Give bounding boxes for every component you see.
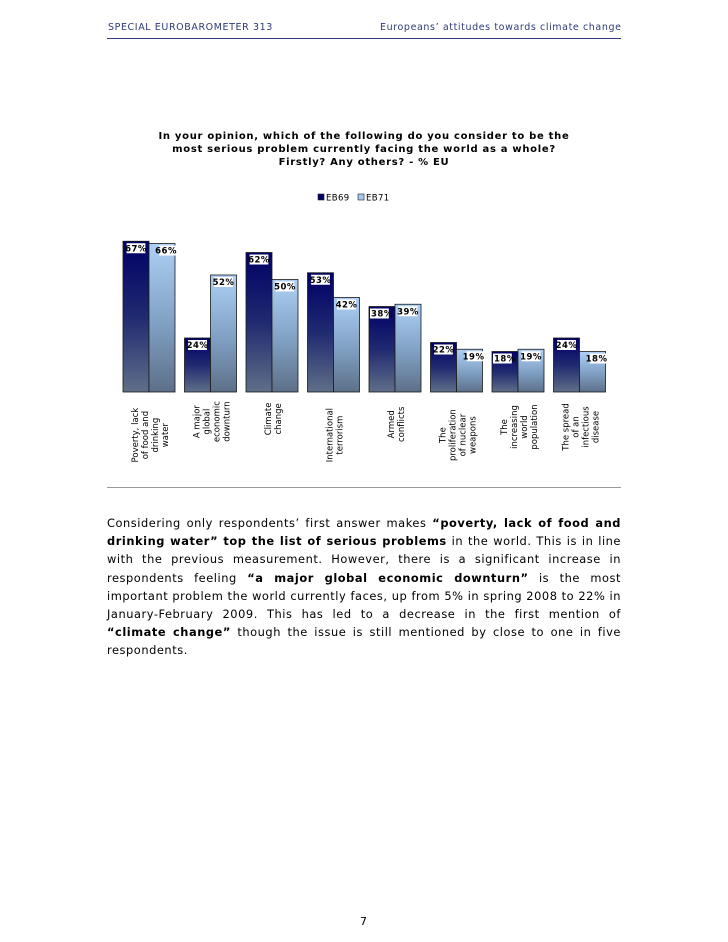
data-label-eb71: 52%: [212, 278, 235, 288]
data-label-eb71: 19%: [520, 352, 542, 363]
data-label-eb69: 18%: [494, 354, 516, 365]
bar-eb71: [272, 280, 298, 393]
x-tick-label-line: increasing: [510, 405, 520, 449]
x-tick-label: [387, 406, 407, 442]
x-tick-label-line: change: [274, 403, 284, 435]
body-text-2: in the world. This is in line with the previous measurement. However, there is a significant increase in respondents feeling: [107, 534, 621, 585]
x-tick-label-line: The spread: [561, 403, 572, 451]
data-label-eb69: 67%: [125, 244, 147, 255]
bar-eb69: [308, 273, 334, 392]
bar-eb71: [211, 275, 237, 392]
body-text-4: though the issue is still mentioned by close to one in five respondents.: [107, 625, 621, 658]
data-label-eb69: 53%: [309, 275, 332, 286]
x-tick-label-line: Climate: [264, 402, 274, 436]
chart-title-line: most serious problem currently facing the world as a whole?: [172, 144, 556, 155]
x-tick-label-line: world: [520, 415, 530, 439]
x-tick-label: [193, 401, 233, 442]
x-tick-label-line: downturn: [222, 401, 233, 442]
x-tick-label-line: proliferation: [448, 409, 459, 462]
x-tick-label-line: water: [161, 422, 171, 448]
x-tick-label-line: Armed: [387, 410, 397, 439]
header-left: SPECIAL EUROBAROMETER 313: [108, 22, 273, 33]
chart-title-line: Firstly? Any others? - % EU: [278, 157, 450, 168]
bar-eb71: [334, 298, 360, 393]
x-tick-label-line: economic: [212, 401, 223, 443]
data-label-eb71: 42%: [335, 300, 358, 311]
x-tick-label-line: drinking: [151, 417, 161, 453]
body-bold-2: “a major global economic downturn”: [247, 570, 529, 585]
x-tick-label-line: A major: [192, 405, 203, 439]
x-tick-label: [439, 409, 479, 461]
chart-title-line: In your opinion, which of the following do you consider to be the: [158, 131, 570, 142]
data-label-eb69: 24%: [555, 341, 578, 351]
body-text-3: is the most important problem the world currently faces, up from 5% in spring 2008 to 22% in January-February 2009. This has led to a decrease in the first mention of: [107, 570, 621, 622]
data-label-eb71: 39%: [397, 307, 419, 318]
bar-eb69: [246, 253, 272, 393]
data-label-eb71: 66%: [155, 246, 177, 257]
legend-label-eb69: EB69: [326, 193, 350, 204]
x-tick-label: [562, 403, 602, 451]
x-tick-label: [326, 408, 346, 462]
body-paragraph: [107, 514, 621, 660]
data-label-eb69: 38%: [371, 309, 393, 320]
data-label-eb69: 62%: [248, 255, 270, 266]
data-label-eb71: 50%: [274, 282, 296, 293]
x-tick-label: [500, 404, 540, 449]
data-label-eb71: 18%: [585, 354, 608, 365]
page-number: 7: [360, 915, 367, 928]
x-tick-label: [264, 403, 284, 436]
x-tick-label-line: terrorism: [335, 415, 346, 455]
bar-eb69: [123, 241, 149, 392]
bar-eb71: [395, 304, 421, 392]
x-tick-label-line: International: [325, 407, 336, 463]
x-tick-label-line: of nuclear: [458, 413, 469, 457]
data-label-eb69: 24%: [186, 341, 209, 351]
bar-eb71: [149, 244, 175, 393]
legend-label-eb71: EB71: [366, 193, 390, 204]
header-right: Europeans’ attitudes towards climate change: [380, 22, 622, 33]
legend-swatch-eb69: [318, 194, 324, 200]
x-tick-label-line: Poverty, lack: [131, 407, 141, 463]
x-tick-label: [131, 408, 171, 463]
x-tick-label-line: disease: [591, 410, 602, 444]
body-text-1: Considering only respondents’ first answer makes: [107, 516, 433, 530]
body-bold-3: “climate change”: [107, 625, 231, 640]
x-tick-label-line: The: [500, 419, 510, 435]
x-tick-label-line: of food and: [141, 410, 151, 460]
x-tick-label-line: global: [202, 408, 213, 435]
x-tick-label-line: infectious: [581, 406, 592, 448]
header-rule: [107, 38, 621, 39]
x-tick-label-line: weapons: [468, 416, 479, 455]
x-tick-label-line: The: [438, 427, 449, 444]
chart: [107, 120, 621, 488]
data-label-eb71: 19%: [462, 352, 485, 363]
x-tick-label-line: of an: [571, 416, 582, 438]
legend-swatch-eb71: [358, 194, 364, 200]
x-tick-label-line: conflicts: [397, 406, 407, 443]
chart-svg: [107, 120, 621, 487]
body-bold-1: “poverty, lack of food and drinking water” top the list of serious problems: [107, 516, 621, 549]
x-tick-label-line: population: [530, 404, 540, 450]
data-label-eb69: 22%: [432, 345, 455, 356]
